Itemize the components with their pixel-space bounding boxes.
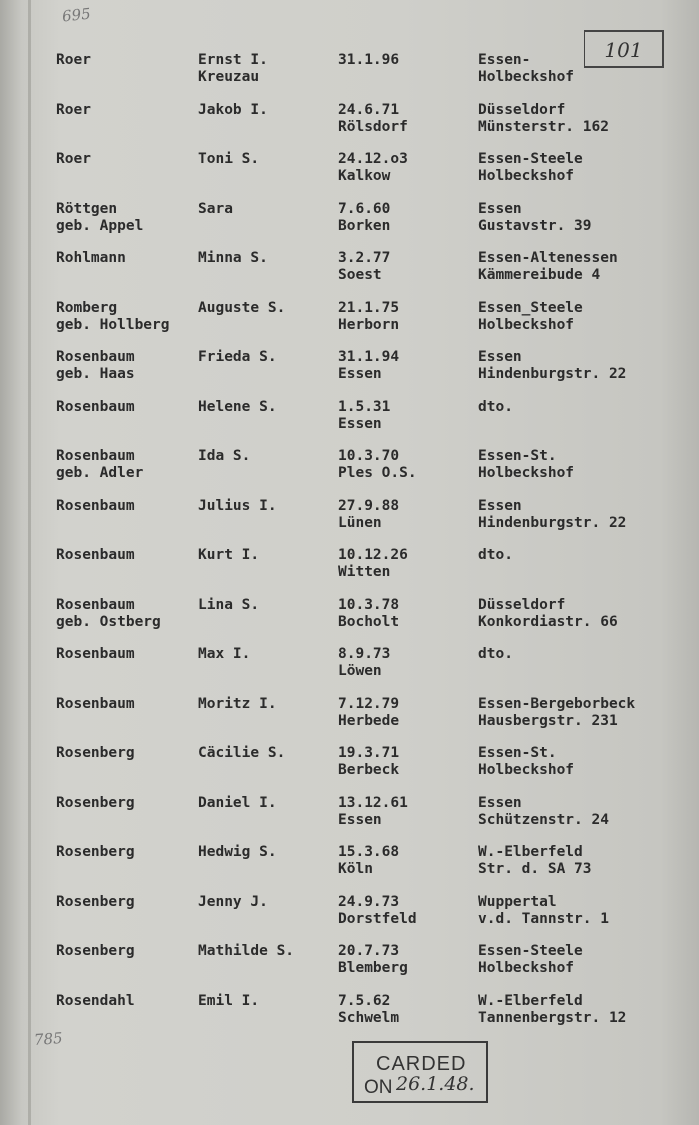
birth-cell	[338, 547, 408, 581]
given-name-cell-line: Toni S.	[198, 151, 260, 167]
surname-cell-line: Rosenbaum	[56, 547, 135, 563]
entry-row	[0, 547, 699, 597]
address-cell-line: Hindenburgstr. 22	[478, 366, 627, 382]
surname-cell	[56, 646, 135, 663]
given-name-cell	[198, 547, 259, 564]
address-cell-line: Essen	[478, 794, 522, 811]
address-cell	[478, 250, 618, 284]
birth-cell-line: Blemberg	[338, 960, 408, 976]
birth-cell-line: 1.5.31	[338, 398, 391, 415]
given-name-cell-line: Minna S.	[198, 250, 268, 266]
given-name-cell-line: Max I.	[198, 646, 251, 662]
entry-row	[0, 943, 699, 993]
address-cell	[478, 943, 583, 977]
birth-cell-line: Essen	[338, 415, 382, 432]
given-name-cell-line: Ida S.	[198, 448, 251, 464]
address-cell-line: Essen-Steele	[478, 943, 583, 959]
birth-cell-line: 7.12.79	[338, 695, 400, 712]
given-name-cell	[198, 844, 277, 861]
given-name-cell	[198, 102, 268, 119]
surname-cell-line: Rosenbaum	[56, 349, 135, 365]
given-name-cell	[198, 250, 268, 267]
address-cell-line: Schützenstr. 24	[478, 811, 609, 828]
address-cell	[478, 597, 618, 631]
birth-cell	[338, 399, 390, 433]
birth-cell-line: Herborn	[338, 316, 400, 333]
entry-row	[0, 597, 699, 647]
address-cell	[478, 448, 574, 482]
address-cell	[478, 696, 635, 730]
birth-cell-line: 19.3.71	[338, 745, 400, 761]
address-cell	[478, 547, 513, 564]
surname-cell-line: Rosenbaum	[56, 596, 135, 613]
birth-cell-line: Essen	[338, 366, 382, 382]
entry-row	[0, 498, 699, 548]
birth-cell-line: 7.6.60	[338, 200, 391, 217]
stamp-date: 26.1.48.	[396, 1073, 475, 1095]
given-name-cell	[198, 993, 259, 1010]
birth-cell	[338, 597, 399, 631]
entry-row	[0, 993, 699, 1043]
surname-cell	[56, 943, 135, 960]
address-cell	[478, 894, 609, 928]
birth-cell-line: Berbeck	[338, 762, 400, 778]
address-cell-line: Essen-Steele	[478, 151, 583, 167]
surname-cell	[56, 349, 135, 383]
given-name-cell	[198, 745, 285, 762]
birth-cell	[338, 943, 408, 977]
surname-cell-line: Rosenbaum	[56, 398, 135, 415]
birth-cell-line: Kalkow	[338, 168, 391, 184]
address-cell	[478, 745, 574, 779]
address-cell-line: Essen-Bergeborbeck	[478, 695, 636, 712]
surname-cell-line: Rosenbaum	[56, 497, 135, 514]
address-cell-line: Holbeckshof	[478, 316, 575, 333]
birth-cell	[338, 201, 390, 235]
surname-cell	[56, 448, 143, 482]
birth-cell-line: Witten	[338, 564, 391, 580]
birth-cell-line: 10.12.26	[338, 547, 408, 563]
surname-cell	[56, 745, 135, 762]
birth-cell	[338, 844, 399, 878]
given-name-cell	[198, 597, 259, 614]
surname-cell-line: geb. Adler	[56, 465, 144, 481]
address-cell-line: dto.	[478, 646, 513, 662]
entry-row	[0, 102, 699, 152]
given-name-cell-line: Helene S.	[198, 398, 277, 415]
surname-cell	[56, 151, 91, 168]
entry-row	[0, 399, 699, 449]
surname-cell	[56, 300, 170, 334]
address-cell-line: Düsseldorf	[478, 596, 566, 613]
birth-cell-line: Essen	[338, 811, 382, 828]
entry-row	[0, 745, 699, 795]
surname-cell-line: Roer	[56, 101, 91, 118]
given-name-cell-line: Jenny J.	[198, 893, 268, 910]
surname-cell	[56, 993, 135, 1010]
stamp-prefix: ON	[364, 1077, 393, 1098]
address-cell	[478, 795, 609, 829]
birth-cell-line: Ples O.S.	[338, 465, 417, 481]
birth-cell-line: Soest	[338, 267, 382, 283]
birth-cell-line: 10.3.78	[338, 596, 400, 613]
address-cell-line: Holbeckshof	[478, 960, 575, 976]
entry-list	[0, 52, 699, 1042]
birth-cell-line: 31.1.96	[338, 52, 400, 68]
given-name-cell-line: Frieda S.	[198, 349, 277, 365]
surname-cell-line: Rosenberg	[56, 893, 135, 910]
birth-cell-line: Herbede	[338, 712, 400, 729]
given-name-cell	[198, 300, 285, 317]
surname-cell-line: Rosendahl	[56, 992, 135, 1009]
address-cell-line: Hindenburgstr. 22	[478, 514, 627, 531]
surname-cell-line: geb. Ostberg	[56, 613, 161, 630]
given-name-cell-line: Emil I.	[198, 992, 260, 1009]
surname-cell	[56, 399, 135, 416]
given-name-cell-line: Lina S.	[198, 596, 260, 613]
surname-cell	[56, 201, 143, 235]
entry-row	[0, 52, 699, 102]
birth-cell-line: 24.9.73	[338, 893, 400, 910]
given-name-cell	[198, 696, 277, 713]
address-cell	[478, 993, 626, 1027]
entry-row	[0, 300, 699, 350]
birth-cell-line: Borken	[338, 217, 391, 234]
address-cell-line: Essen-St.	[478, 448, 557, 464]
surname-cell-line: Romberg	[56, 299, 118, 316]
given-name-cell-line: Kurt I.	[198, 547, 260, 563]
address-cell	[478, 52, 574, 86]
surname-cell-line: Rosenbaum	[56, 448, 135, 464]
surname-cell	[56, 844, 135, 861]
given-name-cell	[198, 399, 277, 416]
surname-cell	[56, 597, 161, 631]
address-cell-line: Konkordiastr. 66	[478, 613, 618, 630]
birth-cell-line: Köln	[338, 861, 373, 877]
address-cell	[478, 646, 513, 663]
birth-cell	[338, 696, 399, 730]
given-name-cell	[198, 201, 233, 218]
address-cell-line: Kämmereibude 4	[478, 267, 601, 283]
surname-cell-line: Roer	[56, 151, 91, 167]
surname-cell	[56, 52, 91, 69]
surname-cell	[56, 250, 126, 267]
address-cell-line: Essen-Altenessen	[478, 250, 618, 266]
surname-cell-line: Rosenberg	[56, 794, 135, 811]
surname-cell-line: geb. Haas	[56, 366, 135, 382]
surname-cell-line: Röttgen	[56, 200, 118, 217]
address-cell-line: dto.	[478, 547, 513, 563]
given-name-cell	[198, 646, 250, 663]
address-cell-line: Holbeckshof	[478, 465, 575, 481]
surname-cell-line: Rosenberg	[56, 943, 135, 959]
address-cell-line: Essen	[478, 497, 522, 514]
birth-cell	[338, 795, 408, 829]
surname-cell-line: Rosenberg	[56, 745, 135, 761]
address-cell-line: Essen	[478, 200, 522, 217]
entry-row	[0, 795, 699, 845]
given-name-cell-line: Cäcilie S.	[198, 745, 286, 761]
birth-cell-line: 24.6.71	[338, 101, 400, 118]
birth-cell-line: 31.1.94	[338, 349, 400, 365]
birth-cell-line: 15.3.68	[338, 844, 400, 860]
stamp-word: CARDED	[376, 1053, 467, 1075]
birth-cell	[338, 993, 399, 1027]
address-cell-line: Essen-	[478, 52, 531, 68]
given-name-cell-line: Daniel I.	[198, 794, 277, 811]
surname-cell	[56, 547, 135, 564]
given-name-cell-line: Auguste S.	[198, 299, 286, 316]
address-cell-line: Düsseldorf	[478, 101, 566, 118]
entry-row	[0, 646, 699, 696]
handwritten-bottom-note: 785	[33, 1029, 64, 1049]
given-name-cell-line: Hedwig S.	[198, 844, 277, 860]
entry-row	[0, 349, 699, 399]
address-cell-line: Holbeckshof	[478, 69, 575, 85]
given-name-cell	[198, 151, 259, 168]
birth-cell	[338, 250, 390, 284]
address-cell-line: Holbeckshof	[478, 168, 575, 184]
address-cell-line: Essen	[478, 349, 522, 365]
birth-cell-line: 3.2.77	[338, 250, 391, 266]
birth-cell-line: Dorstfeld	[338, 910, 417, 927]
entry-row	[0, 844, 699, 894]
birth-cell-line: 27.9.88	[338, 497, 400, 514]
address-cell	[478, 300, 583, 334]
carded-stamp	[352, 1041, 488, 1103]
entry-row	[0, 696, 699, 746]
birth-cell-line: 13.12.61	[338, 794, 408, 811]
address-cell	[478, 201, 592, 235]
entry-row	[0, 151, 699, 201]
address-cell	[478, 102, 609, 136]
address-cell	[478, 844, 592, 878]
birth-cell	[338, 52, 399, 69]
surname-cell-line: Roer	[56, 52, 91, 68]
surname-cell-line: Rosenbaum	[56, 695, 135, 712]
address-cell-line: Essen-St.	[478, 745, 557, 761]
birth-cell-line: Schwelm	[338, 1009, 400, 1026]
birth-cell-line: Lünen	[338, 514, 382, 531]
birth-cell-line: Rölsdorf	[338, 118, 408, 135]
given-name-cell-line: Moritz I.	[198, 695, 277, 712]
address-cell-line: Essen_Steele	[478, 299, 583, 316]
given-name-cell-line: Mathilde S.	[198, 943, 295, 959]
surname-cell-line: Rosenberg	[56, 844, 135, 860]
birth-cell-line: 20.7.73	[338, 943, 400, 959]
given-name-cell-line: Julius I.	[198, 497, 277, 514]
given-name-cell	[198, 943, 294, 960]
address-cell-line: dto.	[478, 398, 513, 415]
address-cell-line: W.-Elberfeld	[478, 992, 583, 1009]
address-cell-line: Tannenbergstr. 12	[478, 1009, 627, 1026]
given-name-cell	[198, 498, 277, 515]
surname-cell	[56, 795, 135, 812]
birth-cell-line: Bocholt	[338, 613, 400, 630]
birth-cell	[338, 646, 390, 680]
birth-cell-line: 8.9.73	[338, 646, 391, 662]
surname-cell	[56, 894, 135, 911]
address-cell	[478, 498, 626, 532]
birth-cell-line: 10.3.70	[338, 448, 400, 464]
surname-cell-line: Rohlmann	[56, 250, 126, 266]
address-cell-line: Holbeckshof	[478, 762, 575, 778]
address-cell-line: Münsterstr. 162	[478, 118, 609, 135]
given-name-cell	[198, 795, 277, 812]
birth-cell-line: Löwen	[338, 663, 382, 679]
address-cell-line: Gustavstr. 39	[478, 217, 592, 234]
birth-cell	[338, 448, 417, 482]
given-name-cell-line: Sara	[198, 200, 233, 217]
birth-cell	[338, 102, 408, 136]
surname-cell-line: geb. Hollberg	[56, 316, 170, 333]
address-cell-line: Str. d. SA 73	[478, 861, 592, 877]
birth-cell-line: 21.1.75	[338, 299, 400, 316]
address-cell-line: v.d. Tannstr. 1	[478, 910, 609, 927]
birth-cell	[338, 894, 417, 928]
address-cell-line: Hausbergstr. 231	[478, 712, 618, 729]
given-name-cell-line: Kreuzau	[198, 69, 260, 85]
given-name-cell	[198, 349, 277, 366]
address-cell	[478, 399, 513, 416]
folio-number-box: 101	[584, 30, 664, 68]
entry-row	[0, 894, 699, 944]
birth-cell-line: 7.5.62	[338, 992, 391, 1009]
address-cell-line: Wuppertal	[478, 893, 557, 910]
birth-cell	[338, 300, 399, 334]
address-cell	[478, 349, 626, 383]
address-cell	[478, 151, 583, 185]
birth-cell	[338, 349, 399, 383]
entry-row	[0, 448, 699, 498]
address-cell-line: W.-Elberfeld	[478, 844, 583, 860]
surname-cell	[56, 696, 135, 713]
birth-cell	[338, 498, 399, 532]
entry-row	[0, 201, 699, 251]
birth-cell-line: 24.12.o3	[338, 151, 408, 167]
given-name-cell	[198, 52, 268, 86]
handwritten-top-note: 695	[61, 4, 92, 26]
surname-cell-line: geb. Appel	[56, 217, 144, 234]
entry-row	[0, 250, 699, 300]
surname-cell	[56, 498, 135, 515]
given-name-cell	[198, 894, 268, 911]
birth-cell	[338, 151, 408, 185]
given-name-cell-line: Jakob I.	[198, 101, 268, 118]
surname-cell-line: Rosenbaum	[56, 646, 135, 662]
given-name-cell-line: Ernst I.	[198, 52, 268, 68]
birth-cell	[338, 745, 399, 779]
surname-cell	[56, 102, 91, 119]
given-name-cell	[198, 448, 250, 465]
